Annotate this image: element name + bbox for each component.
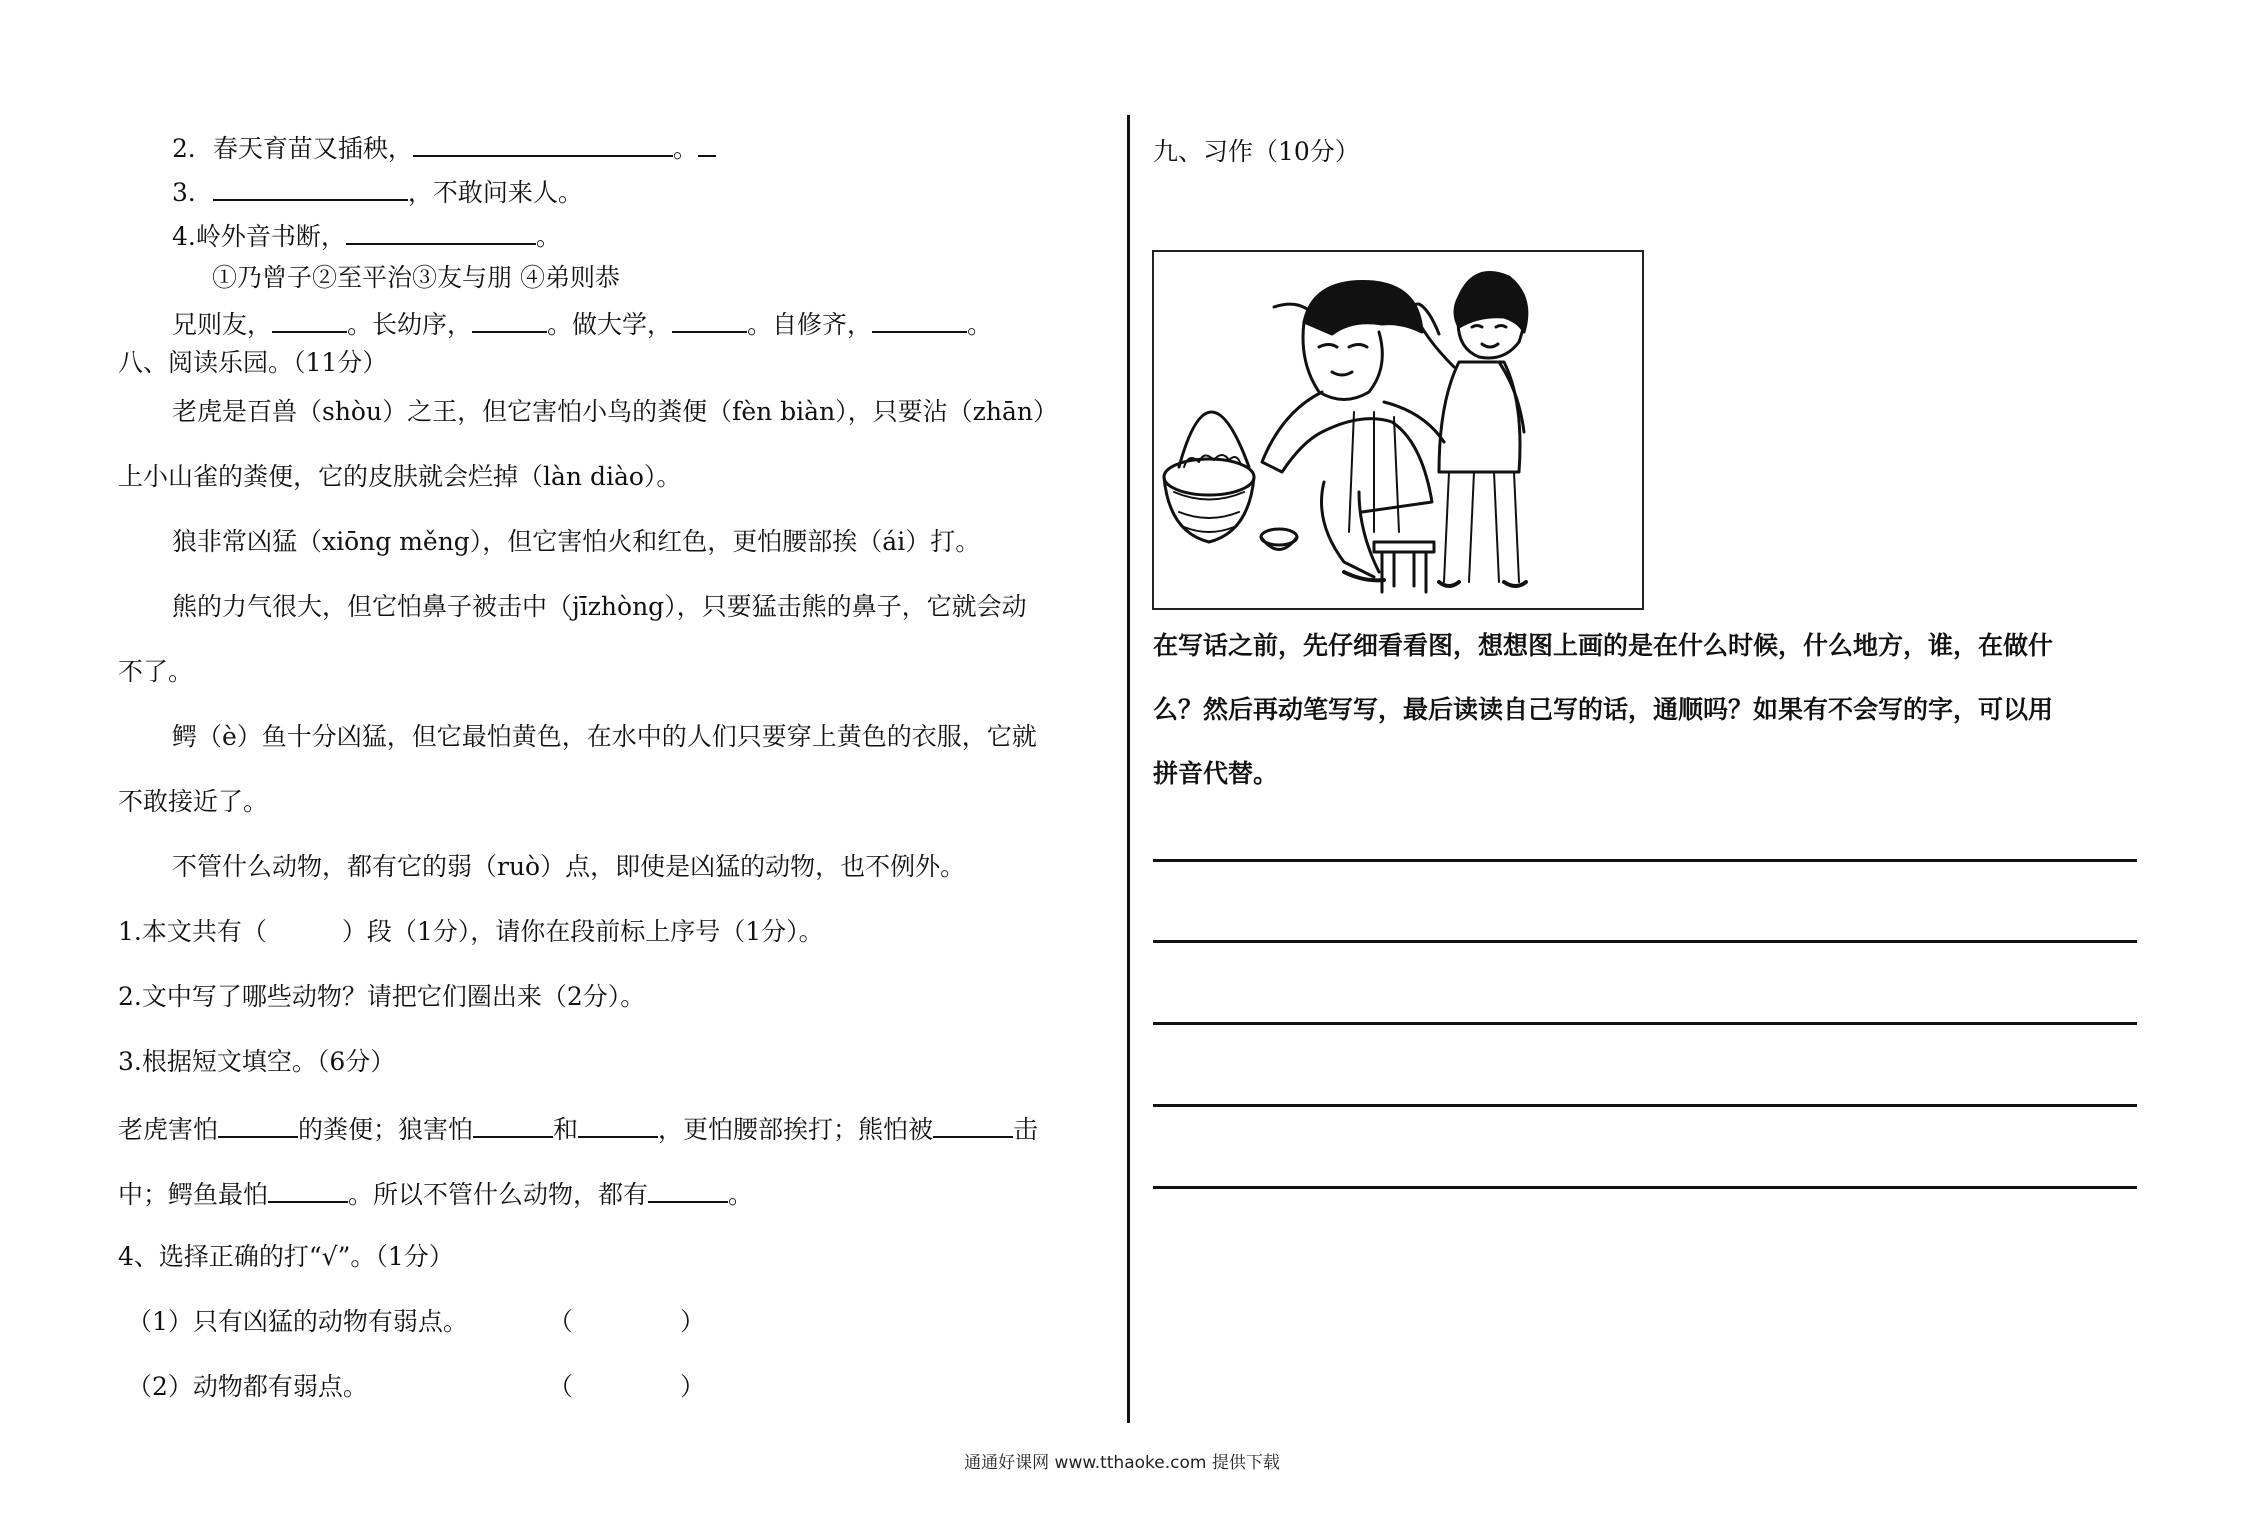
answer-blank[interactable] bbox=[578, 1112, 658, 1138]
answer-blank[interactable] bbox=[218, 1112, 298, 1138]
sanzijing-part-1: 兄则友， bbox=[172, 310, 273, 339]
passage-p3-line1: 熊的力气很大，但它怕鼻子被击中（jīzhòng），只要猛击熊的鼻子，它就会动 bbox=[172, 592, 1027, 621]
fill-line-2 bbox=[172, 131, 716, 164]
passage-p4-line2: 不敢接近了。 bbox=[118, 787, 269, 816]
q3-text-b: 的粪便；狼害怕 bbox=[298, 1115, 474, 1144]
answer-blank[interactable] bbox=[933, 1112, 1013, 1138]
question-1: 1.本文共有（ ）段（1分），请你在段前标上序号（1分）。 bbox=[118, 917, 824, 946]
writing-line[interactable] bbox=[1153, 1022, 2137, 1025]
passage-p1-line2: 上小山雀的粪便，它的皮肤就会烂掉（làn diào）。 bbox=[118, 462, 682, 491]
question-4-item-1: （1）只有凶猛的动物有弱点。 bbox=[127, 1307, 468, 1336]
answer-blank[interactable] bbox=[213, 175, 408, 201]
sanzijing-part-4: 。自修齐， bbox=[747, 310, 873, 339]
answer-blank[interactable] bbox=[672, 307, 747, 333]
question-3-fill-line-1 bbox=[118, 1112, 1038, 1145]
answer-blank[interactable] bbox=[648, 1177, 728, 1203]
passage-p5: 不管什么动物，都有它的弱（ruò）点，即使是凶猛的动物，也不例外。 bbox=[172, 852, 966, 881]
writing-prompt-line-1: 在写话之前，先仔细看看图，想想图上画的是在什么时候，什么地方，谁，在做什 bbox=[1153, 631, 2054, 660]
section-8-title: 八、阅读乐园。（11分） bbox=[118, 348, 388, 377]
writing-prompt-picture bbox=[1152, 250, 1644, 610]
q3-text-a: 老虎害怕 bbox=[118, 1115, 219, 1144]
question-4: 4、选择正确的打“√”。（1分） bbox=[118, 1242, 454, 1271]
writing-prompt-line-3: 拼音代替。 bbox=[1153, 759, 1279, 788]
q3-text-h: 。 bbox=[728, 1180, 754, 1209]
sanzijing-part-2: 。长幼序， bbox=[347, 310, 473, 339]
fill-line-2-suffix: 。 bbox=[672, 134, 698, 163]
sanzijing-fill bbox=[172, 307, 992, 340]
fill-line-4 bbox=[172, 219, 561, 252]
footer-credit: 通通好课网 www.tthaoke.com 提供下载 bbox=[964, 1453, 1280, 1473]
q3-text-d: ，更怕腰部挨打；熊怕被 bbox=[658, 1115, 934, 1144]
question-3: 3.根据短文填空。（6分） bbox=[118, 1047, 396, 1076]
answer-blank[interactable] bbox=[473, 1112, 553, 1138]
passage-p4-line1: 鳄（è）鱼十分凶猛，但它最怕黄色，在水中的人们只要穿上黄色的衣服，它就 bbox=[172, 722, 1037, 751]
writing-line[interactable] bbox=[1153, 1186, 2137, 1189]
answer-paren-close-2: ） bbox=[680, 1372, 706, 1401]
writing-prompt-line-2: 么？然后再动笔写写，最后读读自己写的话，通顺吗？如果有不会写的字，可以用 bbox=[1153, 695, 2054, 724]
fill-line-3-suffix: ，不敢问来人。 bbox=[407, 178, 583, 207]
sanzijing-part-3: 。做大学， bbox=[547, 310, 673, 339]
sanzijing-part-5: 。 bbox=[967, 310, 993, 339]
passage-p3-line2: 不了。 bbox=[118, 657, 194, 686]
writing-line[interactable] bbox=[1153, 940, 2137, 943]
answer-blank[interactable] bbox=[472, 307, 547, 333]
fill-line-3 bbox=[172, 175, 583, 208]
q3-text-g: 。所以不管什么动物，都有 bbox=[348, 1180, 649, 1209]
question-2: 2.文中写了哪些动物？请把它们圈出来（2分）。 bbox=[118, 982, 646, 1011]
passage-p1-line1: 老虎是百兽（shòu）之王，但它害怕小鸟的粪便（fèn biàn），只要沾（zhān） bbox=[172, 397, 1058, 426]
answer-blank[interactable] bbox=[413, 131, 673, 157]
answer-blank-tail bbox=[698, 131, 716, 157]
answer-blank[interactable] bbox=[268, 1177, 348, 1203]
q3-text-f: 中；鳄鱼最怕 bbox=[118, 1180, 269, 1209]
answer-paren-open-1[interactable]: （ bbox=[548, 1307, 574, 1336]
fill-line-3-prefix: 3． bbox=[172, 178, 213, 207]
writing-line[interactable] bbox=[1153, 1104, 2137, 1107]
column-divider bbox=[1127, 115, 1130, 1423]
section-9-title: 九、习作（10分） bbox=[1153, 137, 1360, 166]
q3-text-c: 和 bbox=[553, 1115, 579, 1144]
answer-blank[interactable] bbox=[872, 307, 967, 333]
illustration-grandma-and-child bbox=[1154, 252, 1642, 608]
answer-blank[interactable] bbox=[346, 219, 536, 245]
fill-line-4-prefix: 4.岭外音书断， bbox=[172, 222, 346, 251]
fill-line-2-prefix: 2．春天育苗又插秧， bbox=[172, 134, 413, 163]
answer-paren-open-2[interactable]: （ bbox=[548, 1372, 574, 1401]
q3-text-e: 击 bbox=[1013, 1115, 1039, 1144]
question-3-fill-line-2 bbox=[118, 1177, 753, 1210]
answer-paren-close-1: ） bbox=[680, 1307, 706, 1336]
writing-line[interactable] bbox=[1153, 859, 2137, 862]
passage-p2: 狼非常凶猛（xiōng měng），但它害怕火和红色，更怕腰部挨（ái）打。 bbox=[172, 527, 981, 556]
question-4-item-2: （2）动物都有弱点。 bbox=[127, 1372, 368, 1401]
fill-line-4-suffix: 。 bbox=[535, 222, 561, 251]
options-line: ①乃曾子②至平治③友与朋 ④弟则恭 bbox=[212, 263, 620, 292]
answer-blank[interactable] bbox=[272, 307, 347, 333]
